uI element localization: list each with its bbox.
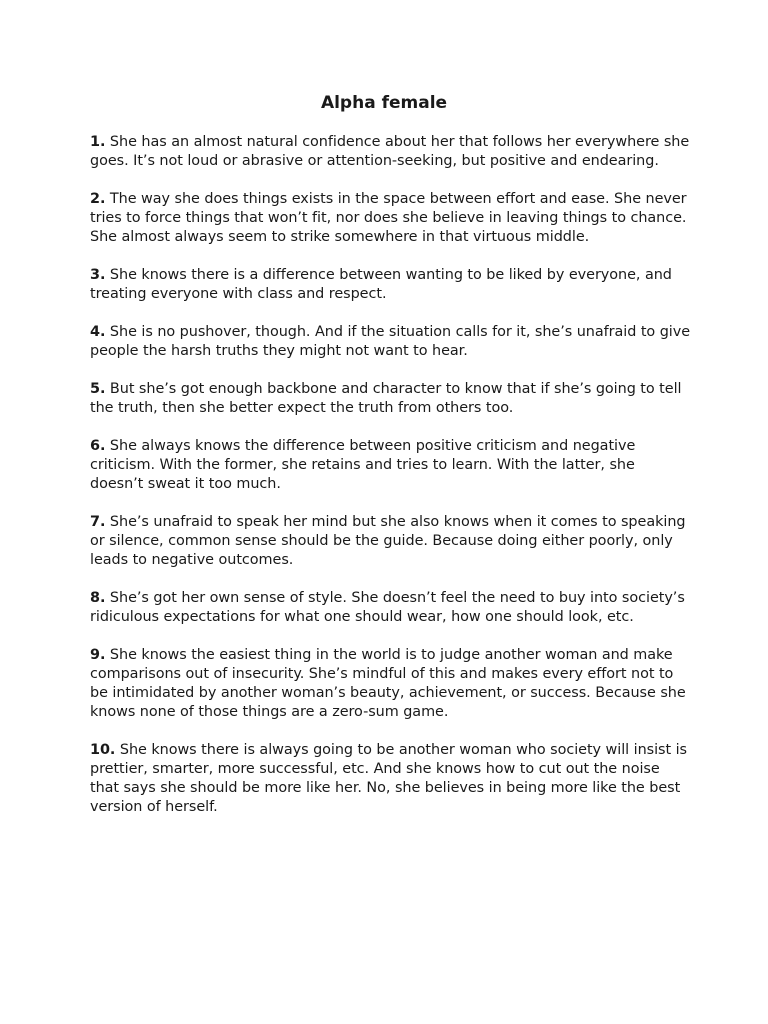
item-text: The way she does things exists in the space between effort and ease. She never tries to force things that won’t fit, nor does she believe in leaving things to chance. She almost always seem to strike somewhere in that virtuous middle.: [90, 191, 687, 245]
list-item: [90, 266, 690, 304]
item-text: She’s got her own sense of style. She doesn’t feel the need to buy into society’s ridiculous expectations for what one should wear, how one should look, etc.: [90, 590, 685, 625]
list-item: [90, 190, 690, 247]
item-number: 10.: [90, 742, 116, 758]
list-item: [90, 646, 690, 722]
item-number: 2.: [90, 191, 106, 207]
item-number: 4.: [90, 324, 106, 340]
item-text: She knows there is a difference between wanting to be liked by everyone, and treating everyone with class and respect.: [90, 267, 672, 302]
list-item: [90, 380, 690, 418]
document-title: Alpha female: [320, 93, 448, 113]
list-item: [90, 133, 690, 171]
item-text: She knows there is always going to be another woman who society will insist is prettier, smarter, more successful, etc. And she knows how to cut out the noise that says she should be more like her. No, she believes in being more like the best version of herself.: [90, 742, 688, 815]
item-number: 7.: [90, 514, 106, 530]
item-text: She knows the easiest thing in the world is to judge another woman and make comparisons out of insecurity. She’s mindful of this and makes every effort not to be intimidated by another woman’s beauty, achievement, or success. Because she knows none of those things are a zero-sum game.: [90, 647, 686, 720]
item-number: 3.: [90, 267, 106, 283]
item-number: 5.: [90, 381, 106, 397]
list-item: [90, 741, 690, 817]
list-item: [90, 437, 690, 494]
numbered-list: [90, 133, 690, 836]
list-item: [90, 513, 690, 570]
item-number: 8.: [90, 590, 106, 606]
item-number: 1.: [90, 134, 106, 150]
item-text: She is no pushover, though. And if the situation calls for it, she’s unafraid to give people the harsh truths they might not want to hear.: [90, 324, 691, 359]
item-text: She always knows the difference between positive criticism and negative criticism. With the former, she retains and tries to learn. With the latter, she doesn’t sweat it too much.: [90, 438, 636, 492]
item-number: 9.: [90, 647, 106, 663]
item-text: She has an almost natural confidence about her that follows her everywhere she goes. It’s not loud or abrasive or attention-seeking, but positive and endearing.: [90, 134, 690, 169]
item-text: But she’s got enough backbone and character to know that if she’s going to tell the truth, then she better expect the truth from others too.: [90, 381, 682, 416]
list-item: [90, 323, 690, 361]
item-text: She’s unafraid to speak her mind but she also knows when it comes to speaking or silence, common sense should be the guide. Because doing either poorly, only leads to negative outcomes.: [90, 514, 686, 568]
list-item: [90, 589, 690, 627]
item-number: 6.: [90, 438, 106, 454]
